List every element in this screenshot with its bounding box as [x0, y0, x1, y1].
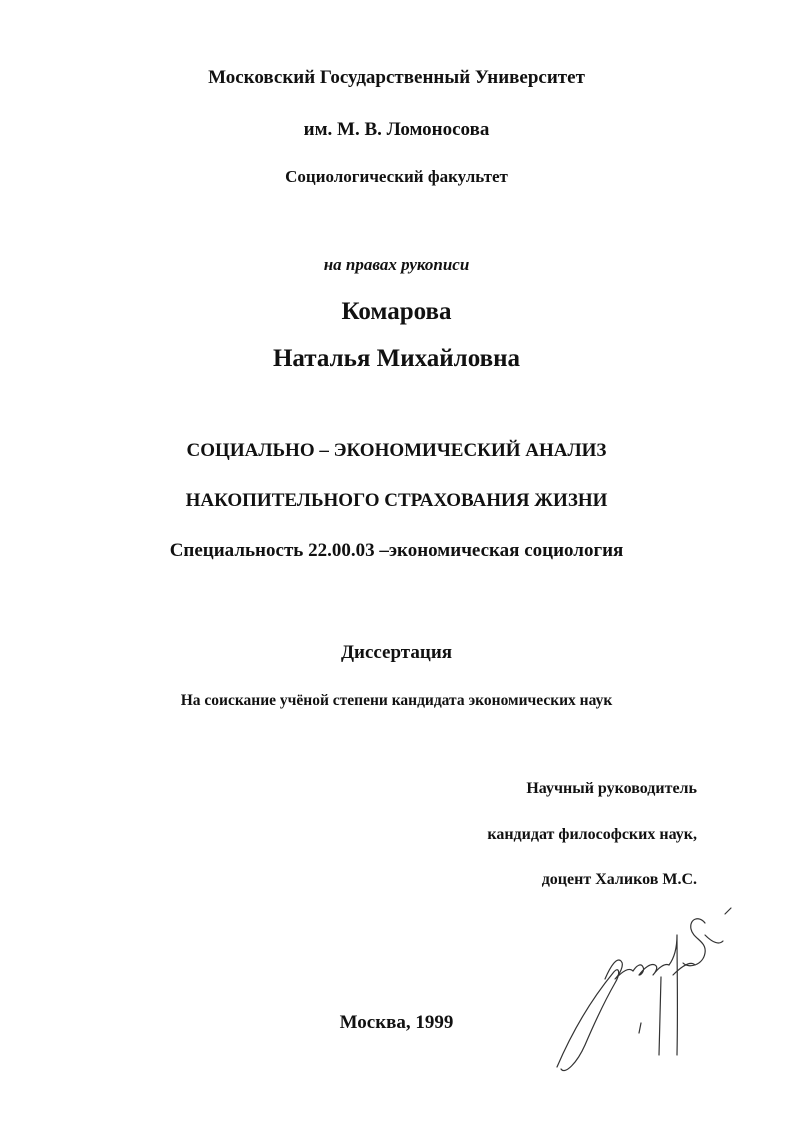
author-given-names: Наталья Михайловна	[272, 345, 520, 372]
supervisor-role: Научный руководитель	[526, 780, 697, 797]
faculty-name: Социологический факультет	[285, 167, 508, 186]
supervisor-degree: кандидат философских наук,	[487, 826, 697, 843]
university-named-after: им. М. В. Ломоносова	[303, 119, 490, 140]
specialty: Специальность 22.00.03 –экономическая социология	[169, 540, 624, 561]
dissertation-title-line-1: СОЦИАЛЬНО – ЭКОНОМИЧЕСКИЙ АНАЛИЗ	[186, 440, 607, 461]
author-surname: Комарова	[341, 298, 452, 325]
handwritten-signature-icon	[555, 905, 745, 1085]
supervisor-name: доцент Халиков М.С.	[541, 871, 697, 888]
degree-line: На соискание учёной степени кандидата экономических наук	[180, 692, 613, 709]
university-name: Московский Государственный Университет	[208, 67, 585, 88]
manuscript-note: на правах рукописи	[323, 255, 470, 274]
work-type: Диссертация	[340, 642, 453, 663]
dissertation-title-line-2: НАКОПИТЕЛЬНОГО СТРАХОВАНИЯ ЖИЗНИ	[185, 490, 608, 511]
place-and-year: Москва, 1999	[339, 1012, 454, 1033]
